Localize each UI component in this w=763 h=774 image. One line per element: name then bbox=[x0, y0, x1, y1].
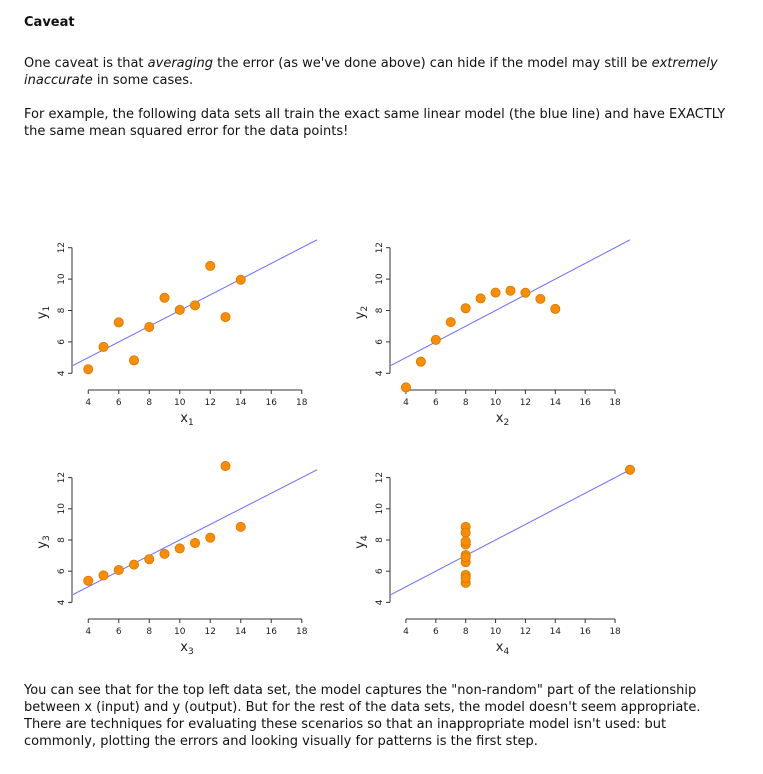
conclusion-paragraph: You can see that for the top left data set, the model captures the "non-random" part of the relationship between x (input) and y (output). But for the rest of the data sets, the model doesn't seem appropriate. There are techniques for evaluating these scenarios so that an inappropriate model isn't used: but commonly, plotting the errors and looking visually for patterns is the first step. bbox=[24, 683, 701, 749]
x-tick-label: 4 bbox=[85, 627, 92, 637]
fit-line bbox=[73, 470, 317, 595]
data-point bbox=[236, 275, 245, 284]
data-point bbox=[84, 576, 93, 585]
scatter-panel-1 bbox=[35, 240, 317, 428]
data-point bbox=[461, 553, 470, 562]
data-point bbox=[99, 571, 108, 580]
x-tick-label: 6 bbox=[432, 398, 439, 408]
scatter-panel-3 bbox=[35, 461, 317, 657]
x-tick-label: 4 bbox=[403, 398, 409, 408]
x-tick-label: 8 bbox=[146, 627, 153, 637]
data-point bbox=[145, 322, 154, 331]
data-point bbox=[221, 312, 230, 321]
data-point bbox=[521, 288, 530, 297]
y-tick-label: 10 bbox=[57, 503, 67, 515]
example-paragraph: For example, the following data sets all train the exact same linear model (the blue line) and have EXACTLY the same mean squared error for the data points! bbox=[24, 107, 726, 139]
y-tick-label: 4 bbox=[57, 599, 67, 606]
y-tick-label: 4 bbox=[375, 370, 385, 377]
scatter-panel-4 bbox=[353, 465, 635, 657]
y-tick-label: 8 bbox=[57, 537, 67, 543]
data-point bbox=[175, 544, 184, 553]
x-tick-label: 12 bbox=[519, 627, 532, 637]
x-tick-label: 10 bbox=[489, 398, 502, 408]
data-point bbox=[625, 465, 634, 474]
x-axis-title: $x_4$ bbox=[495, 640, 510, 657]
x-axis-title: $x_1$ bbox=[180, 411, 194, 428]
data-point bbox=[190, 301, 199, 310]
x-tick-label: 6 bbox=[432, 627, 439, 637]
fit-line bbox=[73, 240, 317, 366]
x-tick-label: 10 bbox=[174, 398, 186, 408]
x-tick-label: 14 bbox=[235, 398, 247, 408]
data-point bbox=[536, 294, 545, 303]
data-point bbox=[431, 335, 440, 344]
data-point bbox=[461, 522, 470, 531]
x-tick-label: 6 bbox=[115, 627, 122, 637]
x-tick-label: 18 bbox=[296, 627, 308, 637]
x-tick-label: 14 bbox=[549, 627, 562, 637]
data-point bbox=[84, 365, 93, 374]
data-point bbox=[461, 550, 470, 559]
x-tick-label: 16 bbox=[265, 398, 277, 408]
y-tick-label: 12 bbox=[57, 241, 67, 254]
y-tick-label: 6 bbox=[375, 568, 385, 575]
x-tick-label: 10 bbox=[489, 627, 502, 637]
data-point bbox=[446, 318, 455, 327]
y-tick-label: 6 bbox=[57, 568, 67, 575]
p1-text-3: in some cases. bbox=[92, 73, 194, 88]
x-tick-label: 16 bbox=[265, 627, 277, 637]
data-point bbox=[206, 261, 215, 270]
x-tick-label: 4 bbox=[85, 398, 92, 408]
data-point bbox=[190, 538, 199, 547]
x-tick-label: 4 bbox=[403, 627, 409, 637]
x-axis-title: $x_2$ bbox=[495, 411, 510, 428]
y-tick-label: 12 bbox=[375, 241, 385, 254]
x-tick-label: 16 bbox=[579, 398, 591, 408]
y-tick-label: 8 bbox=[57, 307, 67, 314]
x-tick-label: 16 bbox=[579, 627, 591, 637]
y-axis-title: $y_3$ bbox=[35, 535, 52, 549]
p1-text-2: the error (as we've done above) can hide if the model may still be bbox=[212, 56, 652, 71]
data-point bbox=[416, 357, 425, 366]
data-point bbox=[461, 573, 470, 582]
data-point bbox=[160, 549, 169, 558]
p1-text-1: One caveat is that bbox=[24, 56, 148, 71]
y-axis-title: $y_1$ bbox=[35, 305, 52, 320]
y-tick-label: 6 bbox=[375, 339, 385, 345]
x-tick-label: 12 bbox=[204, 627, 216, 637]
data-point bbox=[551, 304, 560, 313]
y-axis-title: $y_2$ bbox=[353, 305, 370, 320]
scatter-panel-2 bbox=[353, 240, 630, 428]
data-point bbox=[206, 533, 215, 542]
data-point bbox=[175, 305, 184, 314]
fit-line bbox=[391, 240, 630, 366]
x-tick-label: 18 bbox=[609, 398, 621, 408]
data-point bbox=[461, 578, 470, 587]
x-tick-label: 8 bbox=[146, 398, 153, 408]
data-point bbox=[99, 342, 108, 351]
x-tick-label: 14 bbox=[549, 398, 562, 408]
x-tick-label: 18 bbox=[609, 627, 621, 637]
p1-emphasis-inaccurate: extremely inaccurate bbox=[24, 56, 718, 88]
data-point bbox=[461, 540, 470, 549]
data-point bbox=[491, 288, 500, 297]
x-tick-label: 6 bbox=[115, 398, 122, 408]
data-point bbox=[129, 356, 138, 365]
data-point bbox=[461, 537, 470, 546]
y-axis-title: $y_4$ bbox=[353, 535, 370, 549]
data-point bbox=[461, 570, 470, 579]
y-tick-label: 12 bbox=[375, 471, 385, 484]
p1-emphasis-averaging: averaging bbox=[147, 56, 213, 71]
data-point bbox=[114, 318, 123, 327]
caveat-paragraph bbox=[24, 55, 736, 89]
data-point bbox=[461, 528, 470, 537]
data-point bbox=[461, 304, 470, 313]
x-tick-label: 10 bbox=[174, 627, 186, 637]
y-tick-label: 8 bbox=[375, 537, 385, 543]
section-heading: Caveat bbox=[24, 15, 75, 30]
data-point bbox=[401, 383, 410, 392]
y-tick-label: 4 bbox=[375, 599, 385, 606]
data-point bbox=[129, 560, 138, 569]
y-tick-label: 6 bbox=[57, 339, 67, 345]
x-tick-label: 18 bbox=[296, 398, 308, 408]
data-point bbox=[506, 286, 515, 295]
data-point bbox=[145, 555, 154, 564]
y-tick-label: 4 bbox=[57, 370, 67, 377]
x-axis-title: $x_3$ bbox=[180, 640, 194, 657]
data-point bbox=[236, 522, 245, 531]
x-tick-label: 12 bbox=[204, 398, 216, 408]
fit-line bbox=[391, 470, 630, 595]
x-tick-label: 8 bbox=[462, 627, 469, 637]
data-point bbox=[476, 294, 485, 303]
y-tick-label: 12 bbox=[57, 471, 67, 484]
x-tick-label: 8 bbox=[462, 398, 469, 408]
x-tick-label: 14 bbox=[235, 627, 247, 637]
y-tick-label: 10 bbox=[375, 503, 385, 515]
data-point bbox=[461, 558, 470, 567]
y-tick-label: 8 bbox=[375, 307, 385, 314]
x-tick-label: 12 bbox=[519, 398, 532, 408]
data-point bbox=[221, 461, 230, 470]
y-tick-label: 10 bbox=[375, 273, 385, 285]
y-tick-label: 10 bbox=[57, 273, 67, 285]
data-point bbox=[114, 565, 123, 574]
data-point bbox=[160, 293, 169, 302]
